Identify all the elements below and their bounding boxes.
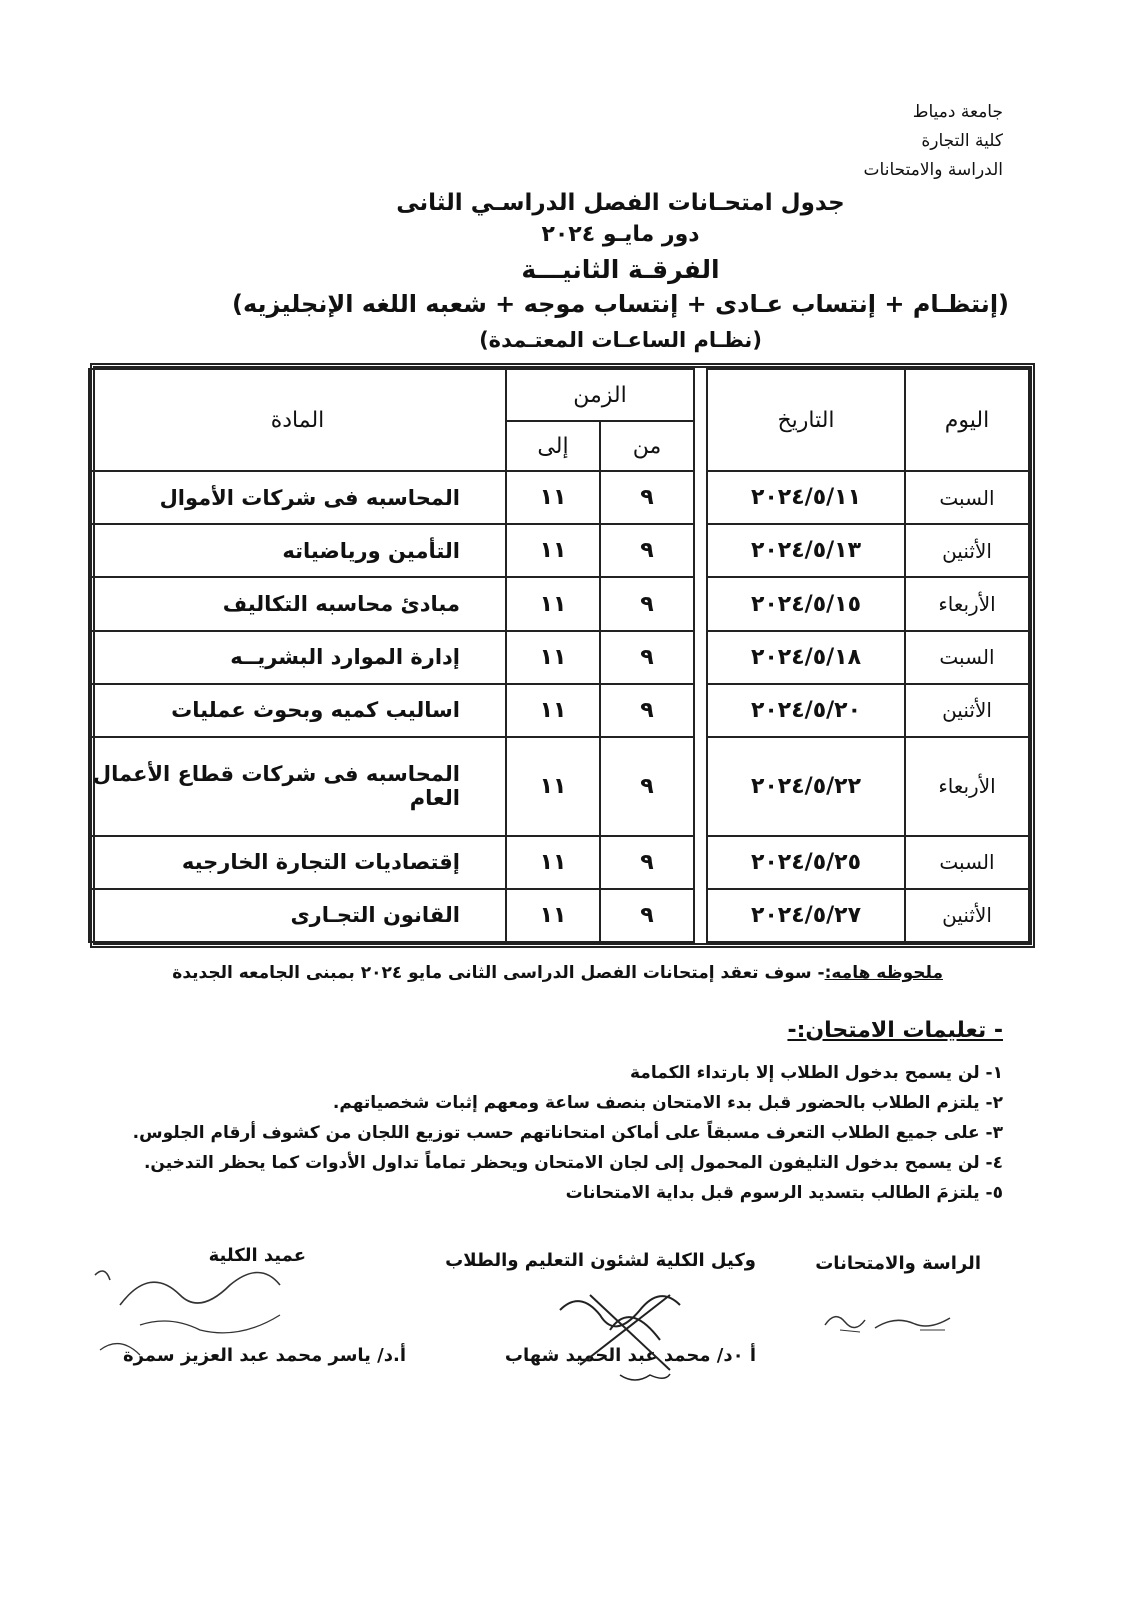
row-day: الأربعاء [905,737,1029,836]
exams-office-signature-title: الراسة والامتحانات [815,1253,981,1274]
row-to: ١١ [506,737,600,836]
row-day: السبت [905,631,1029,684]
row-to: ١١ [506,524,600,577]
table-row [89,524,1029,577]
row-day: الأثنين [905,889,1029,942]
row-from: ٩ [600,889,694,942]
exam-session: دور مايـو ٢٠٢٤ [541,222,700,247]
faculty-name: كلية التجارة [921,131,1003,151]
row-subject: التأمين ورياضياته [89,524,506,577]
table-row [89,471,1029,524]
exams-office-signature-scribble [820,1300,960,1340]
row-to: ١١ [506,631,600,684]
row-subject: مبادئ محاسبه التكاليف [89,577,506,630]
row-day: السبت [905,471,1029,524]
instructions-list [133,1058,1003,1208]
table-row [89,684,1029,737]
row-from: ٩ [600,836,694,889]
header-to: إلى [506,421,600,471]
university-name: جامعة دمياط [912,102,1003,122]
row-date: ٢٠٢٤/٥/١٥ [707,577,905,630]
row-from: ٩ [600,737,694,836]
row-subject: إدارة الموارد البشريــه [89,631,506,684]
exam-schedule-table [90,363,1035,948]
row-date: ٢٠٢٤/٥/٢٠ [707,684,905,737]
academic-year-level: الفرقـة الثانيـــة [521,255,720,284]
row-from: ٩ [600,684,694,737]
column-spacer [694,369,707,471]
header-from: من [600,421,694,471]
row-subject: المحاسبه فى شركات الأموال [89,471,506,524]
instructions-title: - تعليمات الامتحان:- [787,1018,1003,1043]
vice-dean-signature-title: وكيل الكلية لشئون التعليم والطلاب [445,1250,756,1271]
row-subject: المحاسبه فى شركات قطاع الأعمال العام [89,737,506,836]
instruction-item: ١- لن يسمح بدخول الطلاب إلا بارتداء الكمامة [630,1063,1003,1083]
row-date: ٢٠٢٤/٥/٢٧ [707,889,905,942]
table-row [89,889,1029,942]
department-name: الدراسة والامتحانات [863,160,1003,180]
dean-signature-scribble [80,1255,320,1385]
schedule-title: جدول امتحـانات الفصل الدراسـي الثانى [396,190,845,216]
column-spacer [694,524,707,577]
dean-name: أ.د/ ياسر محمد عبد العزيز سمرة [122,1345,406,1366]
row-day: الأثنين [905,524,1029,577]
row-subject: القانون التجـارى [89,889,506,942]
note-text: - سوف تعقد إمتحانات الفصل الدراسى الثانى مايو ٢٠٢٤ بمبنى الجامعه الجديدة [172,963,825,983]
row-to: ١١ [506,577,600,630]
header-time: الزمن [506,369,694,421]
institution-header [643,98,1003,185]
table-row [89,737,1029,836]
table-row [89,577,1029,630]
column-spacer [694,737,707,836]
column-spacer [694,684,707,737]
row-date: ٢٠٢٤/٥/١٨ [707,631,905,684]
vice-dean-name: أ ٠د/ محمد عبد الحميد شهاب [504,1345,756,1366]
row-date: ٢٠٢٤/٥/١٣ [707,524,905,577]
row-day: الأربعاء [905,577,1029,630]
row-date: ٢٠٢٤/٥/٢٢ [707,737,905,836]
row-from: ٩ [600,577,694,630]
row-to: ١١ [506,889,600,942]
column-spacer [694,471,707,524]
header-subject: المادة [89,369,506,471]
row-from: ٩ [600,631,694,684]
note-label: ملحوظه هامه: [824,963,943,983]
credit-system: (نظـام الساعـات المعتـمدة) [479,328,762,352]
row-subject: اساليب كميه وبحوث عمليات [89,684,506,737]
instruction-item: ٥- يلتزمَ الطالب بتسديد الرسوم قبل بداية الامتحانات [565,1183,1003,1203]
row-to: ١١ [506,684,600,737]
dean-signature-title: عميد الكلية [208,1245,306,1266]
vice-dean-signature-scribble [520,1270,720,1400]
row-from: ٩ [600,471,694,524]
table-row [89,836,1029,889]
row-to: ١١ [506,836,600,889]
enrollment-types: (إنتظـام + إنتساب عـادى + إنتساب موجه + شعبه اللغه الإنجليزيه) [231,290,1010,318]
instruction-item: ٣- على جميع الطلاب التعرف مسبقاً على أماكن امتحاناتهم حسب توزيع اللجان من كشوف أرقام الجلوس. [132,1123,1003,1143]
row-date: ٢٠٢٤/٥/٢٥ [707,836,905,889]
column-spacer [694,631,707,684]
instruction-item: ٤- لن يسمح بدخول التليفون المحمول إلى لجان الامتحان ويحظر تماماً تداول الأدوات كما يحظر التدخين. [143,1153,1003,1173]
row-subject: إقتصاديات التجارة الخارجيه [89,836,506,889]
row-from: ٩ [600,524,694,577]
instruction-item: ٢- يلتزم الطلاب بالحضور قبل بدء الامتحان بنصف ساعة ومعهم إثبات شخصياتهم. [332,1093,1003,1113]
important-note [172,963,943,983]
column-spacer [694,836,707,889]
row-day: الأثنين [905,684,1029,737]
row-day: السبت [905,836,1029,889]
row-date: ٢٠٢٤/٥/١١ [707,471,905,524]
row-to: ١١ [506,471,600,524]
column-spacer [694,577,707,630]
column-spacer [694,889,707,942]
table-row [89,631,1029,684]
header-day: اليوم [905,369,1029,471]
header-date: التاريخ [707,369,905,471]
